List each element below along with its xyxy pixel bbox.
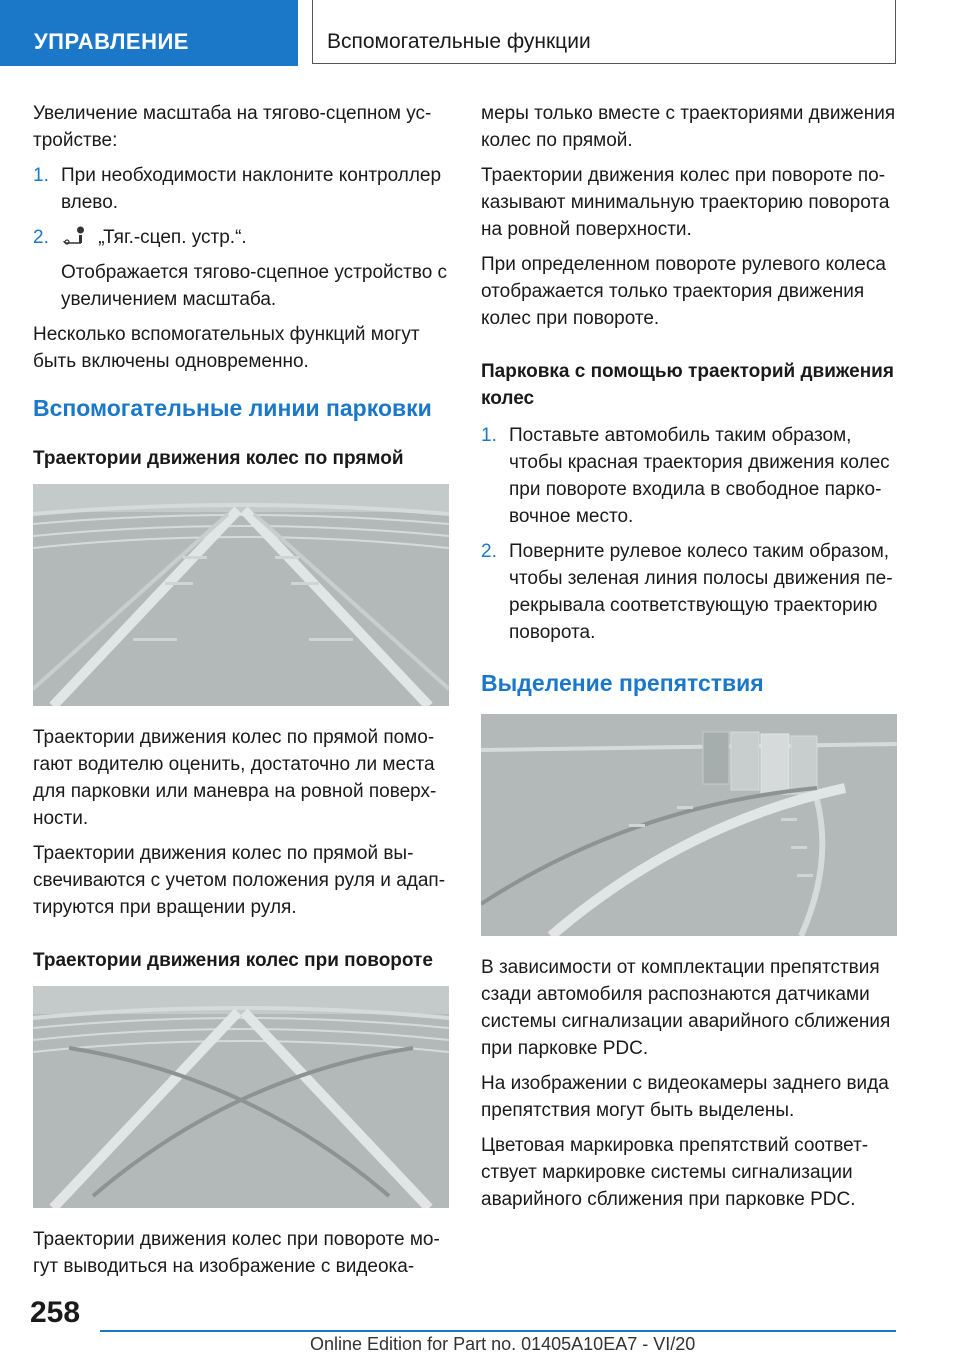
step-text: При необходимости наклоните контроллер влево.	[61, 165, 442, 213]
turning-paths-image	[33, 986, 449, 1208]
step-number: 2.	[33, 227, 49, 248]
right-column	[481, 100, 897, 1221]
subsection-title-straight: Траектории движения колес по прямой	[33, 448, 404, 469]
parking-step-2	[481, 538, 897, 646]
parking-step-1	[481, 422, 897, 530]
turning-paragraph-1: Траектории движения колес при повороте по-казывают минимальную траекторию поворота на ровной поверхности.	[481, 165, 890, 240]
straight-paragraph-2: Траектории движения колес по прямой вы-свечиваются с учетом положения руля и адап-тируются при вращении руля.	[33, 843, 446, 918]
straight-paths-image	[33, 484, 449, 706]
step-number: 1.	[33, 165, 49, 186]
step-number: 1.	[481, 425, 497, 446]
zoom-steps	[33, 162, 449, 313]
straight-paragraph-1: Траектории движения колес по прямой помо-гают водителю оценить, достаточно ли места для парковки или маневра на ровной поверх-ности.	[33, 727, 437, 829]
footer-divider	[100, 1330, 896, 1332]
zoom-step-2	[33, 224, 449, 313]
obstacle-paragraph-1: В зависимости от комплектации препятствия сзади автомобиля распознаются датчиками системы сигнализации аварийного сближения при парковке PDC.	[481, 957, 891, 1059]
step-text: Поставьте автомобиль таким образом, чтобы красная траектория движения колес при повороте входила в свободное парко-вочное место.	[509, 425, 890, 527]
obstacle-paragraph-3: Цветовая маркировка препятствий соответ-ствует маркировке системы сигнализации аварийного сближения при парковке PDC.	[481, 1135, 869, 1210]
tow-hitch-icon	[61, 225, 87, 245]
subsection-title-parking: Парковка с помощью траекторий движения колес	[481, 361, 894, 409]
section-title-parking-lines: Вспомогательные линии парковки	[33, 395, 432, 421]
section-title-obstacles: Выделение препятствия	[481, 670, 764, 696]
turning-paragraph-start: Траектории движения колес при повороте мо-гут выводиться на изображение с видеока-	[33, 1229, 440, 1277]
subsection-title-turning: Траектории движения колес при повороте	[33, 950, 433, 971]
page-number: 258	[30, 1296, 81, 1329]
zoom-intro: Увеличение масштаба на тягово-сцепном ус-тройстве:	[33, 103, 432, 151]
zoom-step-1	[33, 162, 449, 216]
step-note: Отображается тягово-сцепное устройство с увеличением масштаба.	[61, 262, 448, 310]
step-number: 2.	[481, 541, 497, 562]
footer-edition: Online Edition for Part no. 01405A10EA7 - VI/20	[310, 1334, 696, 1354]
multi-functions-note: Несколько вспомогательных функций могут быть включены одновременно.	[33, 324, 420, 372]
turning-paragraph-cont: меры только вместе с траекториями движения колес по прямой.	[481, 103, 896, 151]
step-text: „Тяг.-сцеп. устр.“.	[98, 227, 247, 248]
parking-steps	[481, 422, 897, 646]
obstacle-paragraph-2: На изображении с видеокамеры заднего вида препятствия могут быть выделены.	[481, 1073, 889, 1121]
turning-paragraph-2: При определенном повороте рулевого колеса отображается только траектория движения колес при повороте.	[481, 254, 886, 329]
left-column	[33, 100, 449, 1288]
chapter-title: Вспомогательные функции	[312, 0, 896, 64]
obstacle-marking-image	[481, 714, 897, 936]
section-tab: УПРАВЛЕНИЕ	[0, 0, 298, 66]
step-text: Поверните рулевое колесо таким образом, чтобы зеленая линия полосы движения пе-рекрывала соответствующую траекторию поворота.	[509, 541, 893, 643]
